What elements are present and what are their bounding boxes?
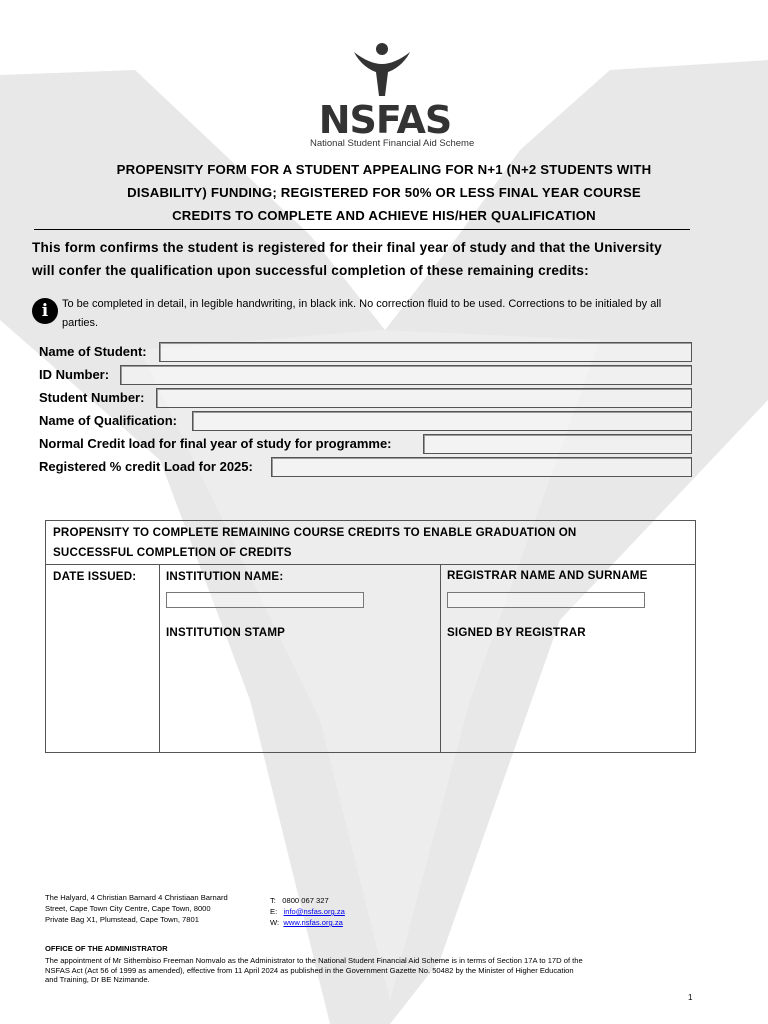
registrar-name-label: REGISTRAR NAME AND SURNAME xyxy=(447,569,648,582)
registrar-name-field[interactable] xyxy=(447,592,645,608)
name-of-student-label: Name of Student: xyxy=(39,344,147,359)
instruction-line: To be completed in detail, in legible handwriting, in black ink. No correction fluid to be used. Corrections to be initialed by all xyxy=(62,298,662,310)
date-issued-label: DATE ISSUED: xyxy=(53,570,137,583)
phone-row xyxy=(270,895,345,906)
office-notice xyxy=(45,956,685,985)
name-of-student-field[interactable] xyxy=(159,342,692,362)
registered-credit-load-field[interactable] xyxy=(271,457,692,477)
footer-address xyxy=(45,892,265,925)
intro-line: This form confirms the student is registered for their final year of study and that the University xyxy=(32,240,662,255)
intro-line: will confer the qualification upon successful completion of these remaining credits: xyxy=(32,263,589,278)
office-notice-line: and Training, Dr BE Nzimande. xyxy=(45,975,150,984)
column-divider xyxy=(440,565,441,752)
id-number-field[interactable] xyxy=(120,365,692,385)
footer-contact xyxy=(270,895,345,928)
logo-subtitle: National Student Financial Aid Scheme xyxy=(310,138,475,149)
normal-credit-load-label: Normal Credit load for final year of study for programme: xyxy=(39,436,392,451)
institution-stamp-label: INSTITUTION STAMP xyxy=(166,626,286,639)
web-row xyxy=(270,917,345,928)
info-icon: i xyxy=(32,298,58,324)
student-details-fields xyxy=(0,0,768,490)
certification-heading-line: SUCCESSFUL COMPLETION OF CREDITS xyxy=(53,546,292,559)
office-notice-line: NSFAS Act (Act 56 of 1999 as amended), effective from 11 April 2024 as published in the Government Gazette No. 50482 by the Minister of Higher Education xyxy=(45,965,574,975)
website-link[interactable]: www.nsfas.org.za xyxy=(283,918,343,927)
address-line: The Halyard, 4 Christian Barnard 4 Christiaan Barnard xyxy=(45,893,228,902)
normal-credit-load-field[interactable] xyxy=(423,434,692,454)
institution-name-field[interactable] xyxy=(166,592,364,608)
title-line: DISABILITY) FUNDING; REGISTERED FOR 50% OR LESS FINAL YEAR COURSE xyxy=(127,185,641,200)
registered-credit-load-label: Registered % credit Load for 2025: xyxy=(39,459,253,474)
institution-name-label: INSTITUTION NAME: xyxy=(166,570,284,583)
address-line: Private Bag X1, Plumstead, Cape Town, 7801 xyxy=(45,915,199,924)
email-link[interactable]: info@nsfas.org.za xyxy=(283,907,345,916)
id-number-label: ID Number: xyxy=(39,367,110,382)
certification-heading xyxy=(46,521,695,565)
email-label: E: xyxy=(270,907,278,916)
email-row xyxy=(270,906,345,917)
office-title: OFFICE OF THE ADMINISTRATOR xyxy=(45,944,168,953)
certification-heading-line: PROPENSITY TO COMPLETE REMAINING COURSE CREDITS TO ENABLE GRADUATION ON xyxy=(53,526,577,539)
phone-label: T: xyxy=(270,896,276,905)
web-label: W: xyxy=(270,918,280,927)
qualification-field[interactable] xyxy=(192,411,692,431)
title-line: CREDITS TO COMPLETE AND ACHIEVE HIS/HER QUALIFICATION xyxy=(172,208,596,223)
page-number: 1 xyxy=(688,993,693,1002)
student-number-label: Student Number: xyxy=(39,390,145,405)
certification-table xyxy=(45,520,696,753)
column-divider xyxy=(159,565,160,752)
logo-wordmark: NSFAS xyxy=(318,98,452,142)
qualification-label: Name of Qualification: xyxy=(39,413,177,428)
address-line: Street, Cape Town City Centre, Cape Town, 8000 xyxy=(45,904,211,913)
instruction-line: parties. xyxy=(62,317,99,329)
phone-number: 0800 067 327 xyxy=(282,896,329,905)
office-notice-line: The appointment of Mr Sithembiso Freeman Nomvalo as the Administrator to the National Student Financial Aid Scheme is in terms of Section 17A to 17D of the xyxy=(45,956,583,965)
title-line: PROPENSITY FORM FOR A STUDENT APPEALING FOR N+1 (N+2 STUDENTS WITH xyxy=(116,162,652,177)
student-number-field[interactable] xyxy=(156,388,692,408)
signed-by-registrar-label: SIGNED BY REGISTRAR xyxy=(447,626,586,639)
